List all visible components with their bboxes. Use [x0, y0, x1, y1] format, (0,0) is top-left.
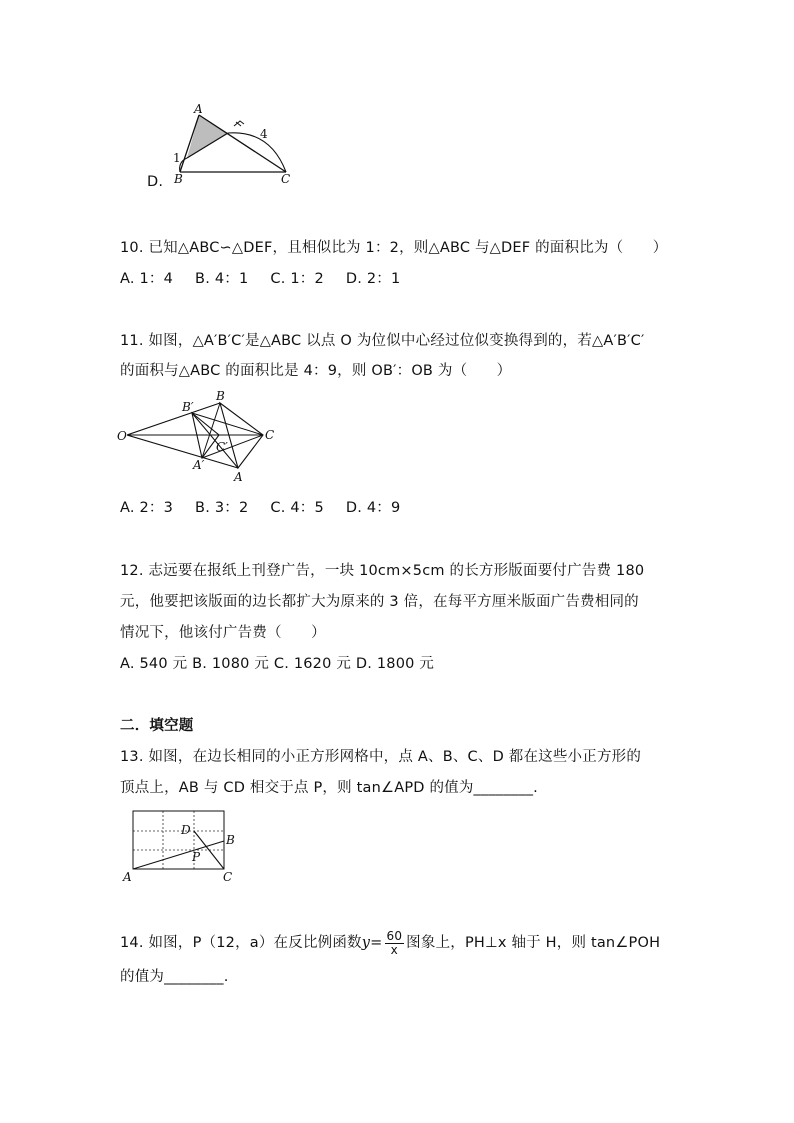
q14-fraction-denominator: x [390, 942, 398, 957]
q10-options [120, 269, 422, 289]
q14-stem-part1: 14. 如图，P（12，a）在反比例函数 [120, 935, 362, 951]
q11-option-d: D. 4：9 [345, 500, 401, 516]
q9-label-b: B [174, 172, 183, 186]
q13-segment-ab [133, 841, 224, 869]
q9-compass-icon [234, 121, 244, 126]
q13-grid-figure [118, 806, 248, 886]
q12-options [120, 654, 434, 674]
q11-label-b: B [216, 389, 225, 403]
q9-side-ac [199, 115, 286, 172]
q11-label-b1: B′ [182, 400, 194, 414]
q13-grid-border [133, 811, 224, 869]
q10-option-c: C. 1：2 [270, 271, 324, 287]
q13-label-c: C [223, 870, 233, 884]
q13-stem-line1: 13. 如图，在边长相同的小正方形网格中，点 A、B、C、D 都在这些小正方形的 [120, 749, 642, 765]
q12-option-b: B. 1080 元 [192, 656, 270, 672]
q9-label-c: C [281, 172, 291, 186]
q10-stem: 10. 已知△ABC∽△DEF，且相似比为 1：2，则△ABC 与△DEF 的面积比为（ ） [120, 240, 668, 256]
q13-label-d: D [181, 823, 191, 837]
q11-label-c1: C′ [216, 440, 228, 454]
q10-option-b: B. 4：1 [195, 271, 249, 287]
q13-label-p: P [192, 850, 201, 864]
q12-stem-line1: 12. 志远要在报纸上刊登广告，一块 10cm×5cm 的长方形版面要付广告费 180 [120, 563, 645, 579]
q12-option-a: A. 540 元 [120, 656, 188, 672]
q12-stem-line2: 元，他要把该版面的边长都扩大为原来的 3 倍，在每平方厘米版面广告费相同的 [120, 594, 639, 610]
q11-option-b: B. 3：2 [195, 500, 249, 516]
q11-homothety-figure [115, 388, 280, 488]
q14-fraction [385, 930, 405, 957]
q9-label-four: 4 [260, 127, 268, 141]
q13-stem-line2: 顶点上，AB 与 CD 相交于点 P，则 tan∠APD 的值为________. [120, 780, 538, 796]
q14-stem-part2: 图象上，PH⊥x 轴于 H，则 tan∠POH [406, 935, 661, 951]
q9-option-d-label: D. [147, 174, 164, 190]
q11-stem-line1: 11. 如图，△A′B′C′是△ABC 以点 O 为位似中心经过位似变换得到的，若△A′B′C′ [120, 333, 645, 349]
q10-option-a: A. 1：4 [120, 271, 174, 287]
q14-stem-line1 [120, 928, 660, 958]
q14-fraction-numerator: 60 [386, 928, 403, 943]
q12-option-c: C. 1620 元 [273, 656, 352, 672]
section-title-fill-in: 二．填空题 [120, 718, 194, 734]
q12-option-d: D. 1800 元 [355, 656, 435, 672]
q9-label-a: A [194, 102, 203, 116]
q10-option-d: D. 2：1 [345, 271, 401, 287]
q11-label-o: O [117, 429, 127, 443]
q14-y-equals: y= [361, 935, 383, 951]
q11-option-a: A. 2：3 [120, 500, 174, 516]
q11-label-c: C [265, 428, 275, 442]
q11-label-a: A [234, 470, 243, 484]
q11-label-a1: A′ [193, 458, 205, 472]
q14-stem-line2: 的值为________. [120, 969, 229, 985]
q9-triangle-figure [170, 100, 300, 190]
q12-stem-line3: 情况下，他该付广告费（ ） [120, 625, 326, 641]
q11-stem-line2: 的面积与△ABC 的面积比是 4：9，则 OB′：OB 为（ ） [120, 363, 512, 379]
q11-option-c: C. 4：5 [270, 500, 324, 516]
q13-label-a: A [123, 870, 132, 884]
q13-label-b: B [226, 833, 235, 847]
q11-options [120, 498, 422, 518]
q9-label-one: 1 [173, 151, 181, 165]
